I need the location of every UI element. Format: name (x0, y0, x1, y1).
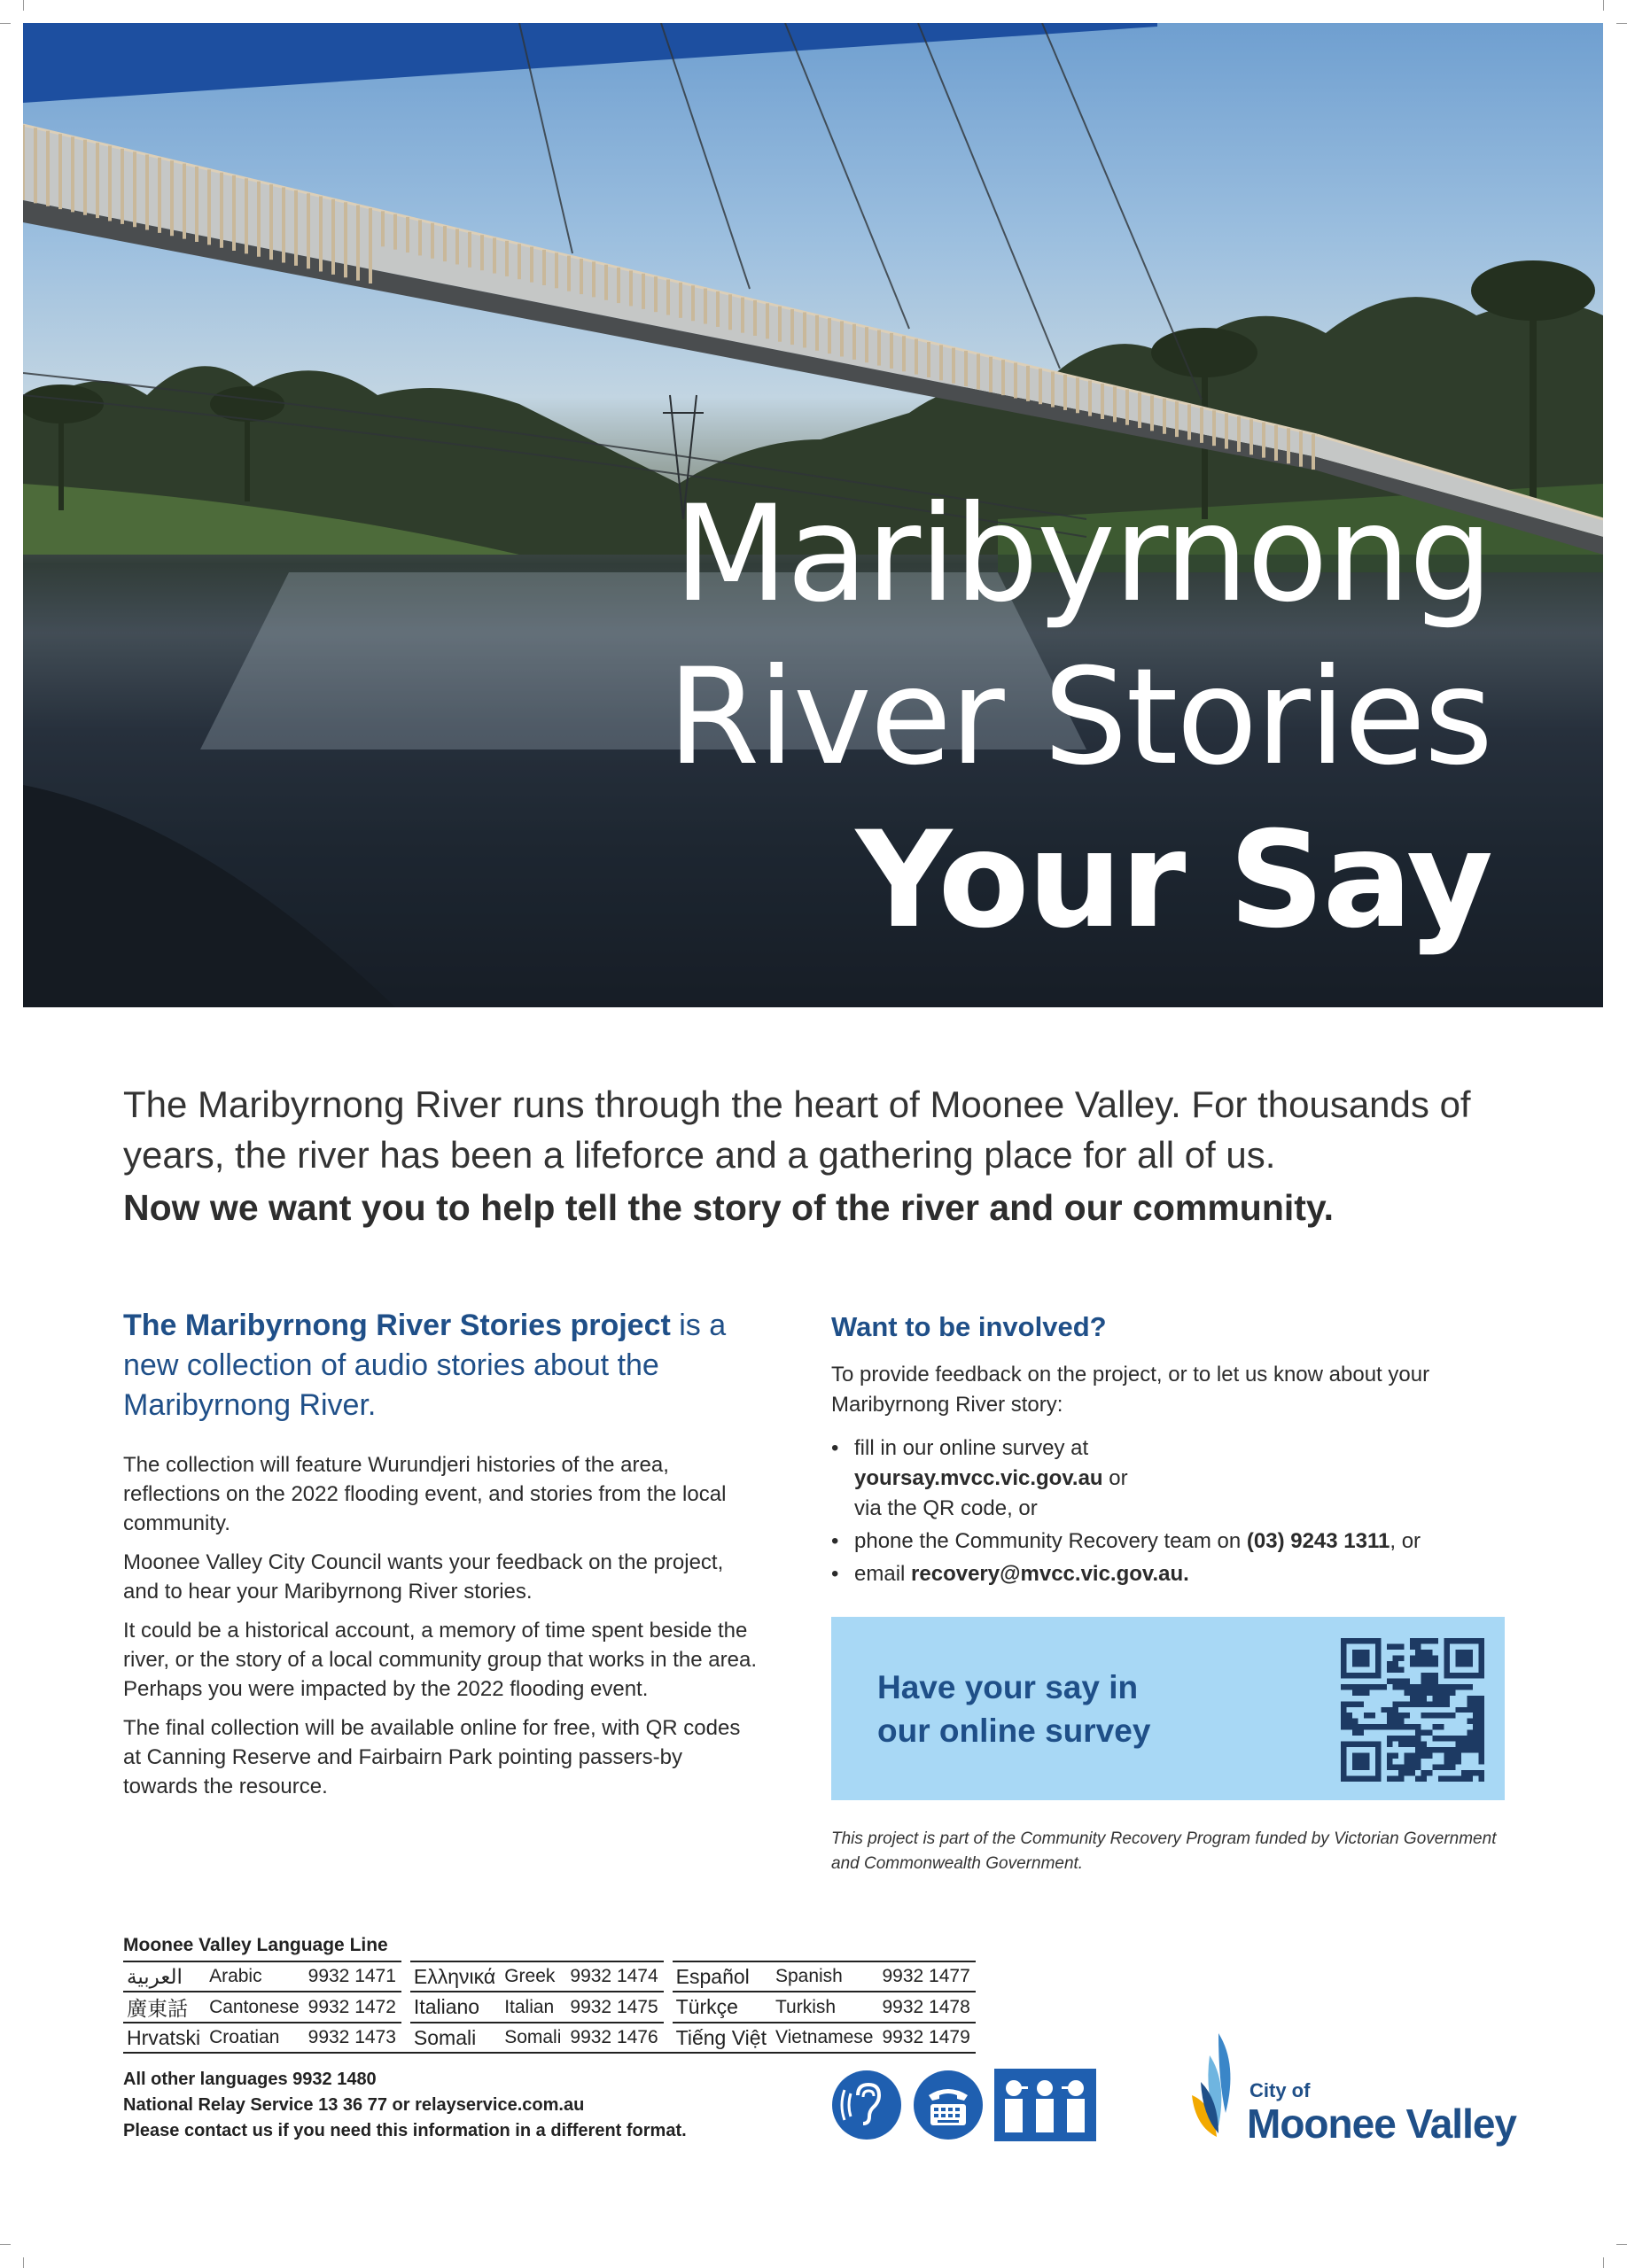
language-name: Greek (501, 1961, 566, 1992)
project-paragraph: It could be a historical account, a memory of time spent beside the river, or the story of a local community group that works in the area. Perhaps you were impacted by the 2022 flooding event. (123, 1619, 757, 1701)
language-row (123, 1992, 976, 2023)
email-link[interactable]: recovery@mvcc.vic.gov.au. (911, 1562, 1189, 1586)
column-gap (664, 1992, 673, 2023)
language-native-name: Türkçe (673, 1992, 772, 2023)
footer-contact (123, 2067, 687, 2144)
list-item-text: email (854, 1562, 912, 1586)
involved-heading: Want to be involved? (831, 1311, 1107, 1342)
project-heading (123, 1306, 779, 1425)
title-line-3: Your Say (855, 804, 1491, 958)
list-item-text: phone the Community Recovery team on (854, 1529, 1247, 1553)
survey-callout-box (831, 1617, 1505, 1800)
interpreter-icon (994, 2069, 1096, 2141)
list-item (831, 1433, 1540, 1524)
list-item (831, 1526, 1540, 1557)
crop-mark (0, 2244, 11, 2245)
column-gap (401, 1992, 410, 2023)
survey-callout-text (877, 1666, 1150, 1752)
footer-line: All other languages 9932 1480 (123, 2070, 377, 2089)
list-item-text: fill in our online survey at (854, 1436, 1089, 1460)
language-phone[interactable]: 9932 1474 (566, 1961, 663, 1992)
language-native-name: Hrvatski (123, 2023, 206, 2053)
title-line-1: Maribyrnong (673, 478, 1491, 632)
qr-code-icon[interactable] (1341, 1638, 1484, 1782)
bullet: • (831, 1436, 839, 1460)
crop-mark (23, 2257, 24, 2268)
bullet: • (831, 1529, 839, 1553)
language-phone[interactable]: 9932 1472 (305, 1992, 401, 2023)
list-item-text: or (1102, 1466, 1128, 1490)
language-native-name: العربية (123, 1961, 206, 1992)
footer-line: National Relay Service 13 36 77 or relayservice.com.au (123, 2095, 585, 2115)
crop-mark (23, 0, 24, 11)
list-item (831, 1559, 1540, 1589)
involved-list (831, 1433, 1540, 1592)
language-line-title: Moonee Valley Language Line (123, 1935, 388, 1955)
crop-mark (1616, 2244, 1627, 2245)
language-native-name: Español (673, 1961, 772, 1992)
language-native-name: Tiếng Việt (673, 2023, 772, 2053)
title-line-2: River Stories (667, 641, 1491, 795)
language-name: Vietnamese (772, 2023, 879, 2053)
language-native-name: Italiano (410, 1992, 501, 2023)
language-name: Turkish (772, 1992, 879, 2023)
language-row (123, 1961, 976, 1992)
language-phone[interactable]: 9932 1477 (879, 1961, 976, 1992)
bullet: • (831, 1562, 839, 1586)
hearing-icon (831, 2069, 902, 2141)
language-native-name: Ελληνικά (410, 1961, 501, 1992)
crop-mark (1603, 0, 1604, 11)
language-line-table (123, 1961, 976, 2054)
crop-mark (1603, 2257, 1604, 2268)
language-phone[interactable]: 9932 1479 (879, 2023, 976, 2053)
crop-mark (1616, 23, 1627, 24)
project-body (123, 1450, 761, 1811)
funding-note: This project is part of the Community Recovery Program funded by Victorian Government and Commonwealth Government. (831, 1829, 1497, 1873)
list-item-text: , or (1390, 1529, 1421, 1553)
project-paragraph: The final collection will be available online for free, with QR codes at Canning Reserve and Fairbairn Park pointing passers-by towards the resource. (123, 1716, 741, 1798)
language-name: Croatian (206, 2023, 305, 2053)
column-gap (401, 2023, 410, 2053)
list-item-text: via the QR code, or (854, 1496, 1038, 1520)
language-native-name: Somali (410, 2023, 501, 2053)
leaf-logo-icon (1183, 2029, 1245, 2144)
crop-mark (0, 23, 11, 24)
callout-line: our online survey (877, 1713, 1151, 1749)
language-row (123, 2023, 976, 2053)
footer-line: Please contact us if you need this information in a different format. (123, 2121, 687, 2140)
language-native-name: 廣東話 (123, 1992, 206, 2023)
language-name: Cantonese (206, 1992, 305, 2023)
survey-link[interactable]: yoursay.mvcc.vic.gov.au (854, 1466, 1103, 1490)
involved-intro: To provide feedback on the project, or to let us know about your Maribyrnong River story: (831, 1363, 1430, 1417)
language-name: Spanish (772, 1961, 879, 1992)
language-phone[interactable]: 9932 1475 (566, 1992, 663, 2023)
language-name: Italian (501, 1992, 566, 2023)
intro-callout: Now we want you to help tell the story of the river and our community. (123, 1187, 1335, 1228)
language-phone[interactable]: 9932 1473 (305, 2023, 401, 2053)
project-heading-bold: The Maribyrnong River Stories project (123, 1309, 671, 1342)
intro-paragraph: The Maribyrnong River runs through the heart of Moonee Valley. For thousands of years, the river has been a lifeforce and a gathering place for all of us. (123, 1084, 1471, 1176)
callout-line: Have your say in (877, 1669, 1139, 1705)
phone-number[interactable]: (03) 9243 1311 (1246, 1529, 1390, 1553)
project-heading-rest: is a new collection of audio stories about the Maribyrnong River. (123, 1309, 727, 1422)
council-logo (1183, 2029, 1529, 2153)
tty-phone-icon (913, 2069, 984, 2141)
language-name: Somali (501, 2023, 566, 2053)
column-gap (401, 1961, 410, 1992)
language-name: Arabic (206, 1961, 305, 1992)
logo-name: Moonee Valley (1247, 2101, 1517, 2147)
column-gap (664, 1961, 673, 1992)
project-paragraph: The collection will feature Wurundjeri histories of the area, reflections on the 2022 flooding event, and stories from the local community. (123, 1453, 727, 1535)
project-paragraph: Moonee Valley City Council wants your feedback on the project, and to hear your Maribyrnong River stories. (123, 1550, 724, 1604)
hero-photo (23, 23, 1603, 1007)
language-phone[interactable]: 9932 1478 (879, 1992, 976, 2023)
logo-city: City of (1249, 2079, 1311, 2101)
column-gap (664, 2023, 673, 2053)
language-phone[interactable]: 9932 1476 (566, 2023, 663, 2053)
hero-title (667, 478, 1491, 958)
language-phone[interactable]: 9932 1471 (305, 1961, 401, 1992)
